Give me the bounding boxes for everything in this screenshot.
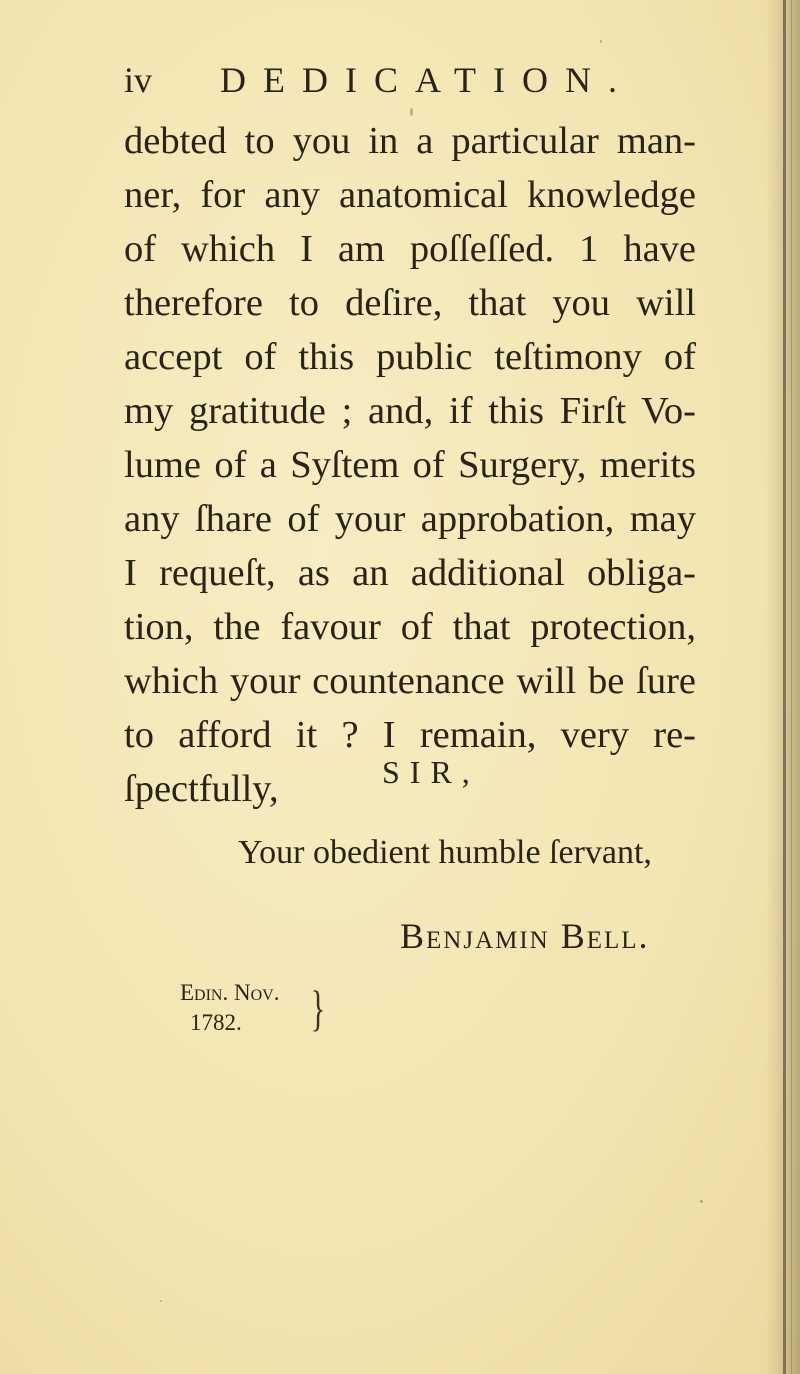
text-line: tion, the favour of that protection, <box>124 606 696 648</box>
paper-speck <box>600 40 602 43</box>
text-line: debted to you in a particular man- <box>124 120 696 162</box>
text-line: ſpectfully, <box>124 768 279 810</box>
text-line: my gratitude ; and, if this Firſt Vo- <box>124 390 696 432</box>
text-line: any ſhare of your approbation, may <box>124 498 696 540</box>
page-edge-line <box>791 0 792 1374</box>
paper-speck <box>410 108 413 116</box>
text-line: lume of a Syſtem of Surgery, merits <box>124 444 696 486</box>
dedication-body <box>124 114 696 816</box>
page-edge-line <box>783 0 786 1374</box>
text-line: accept of this public teſtimony of <box>124 336 696 378</box>
running-title: DEDICATION. <box>220 60 634 100</box>
text-line: of which I am poſſeſſed. 1 have <box>124 228 696 270</box>
running-head <box>124 58 634 102</box>
salutation: SIR, <box>382 754 480 790</box>
text-line: which your countenance will be ſure <box>124 660 696 702</box>
place-line: Edin. Nov. <box>180 980 280 1005</box>
page-number: iv <box>124 60 153 100</box>
text-line: ner, for any anatomical knowledge <box>124 174 696 216</box>
paper-speck <box>700 1200 703 1203</box>
text-line: to afford it ? I remain, very re- <box>124 714 696 756</box>
closing-line: Your obedient humble ſervant, <box>238 834 652 871</box>
paper-speck <box>160 1300 162 1302</box>
text-line: I requeſt, as an additional obliga- <box>124 552 696 594</box>
signature-name: Benjamin Bell. <box>400 916 650 956</box>
date-line: 1782. <box>190 1010 242 1035</box>
brace-mark: } <box>310 980 326 1036</box>
text-line: therefore to deſire, that you will <box>124 282 696 324</box>
